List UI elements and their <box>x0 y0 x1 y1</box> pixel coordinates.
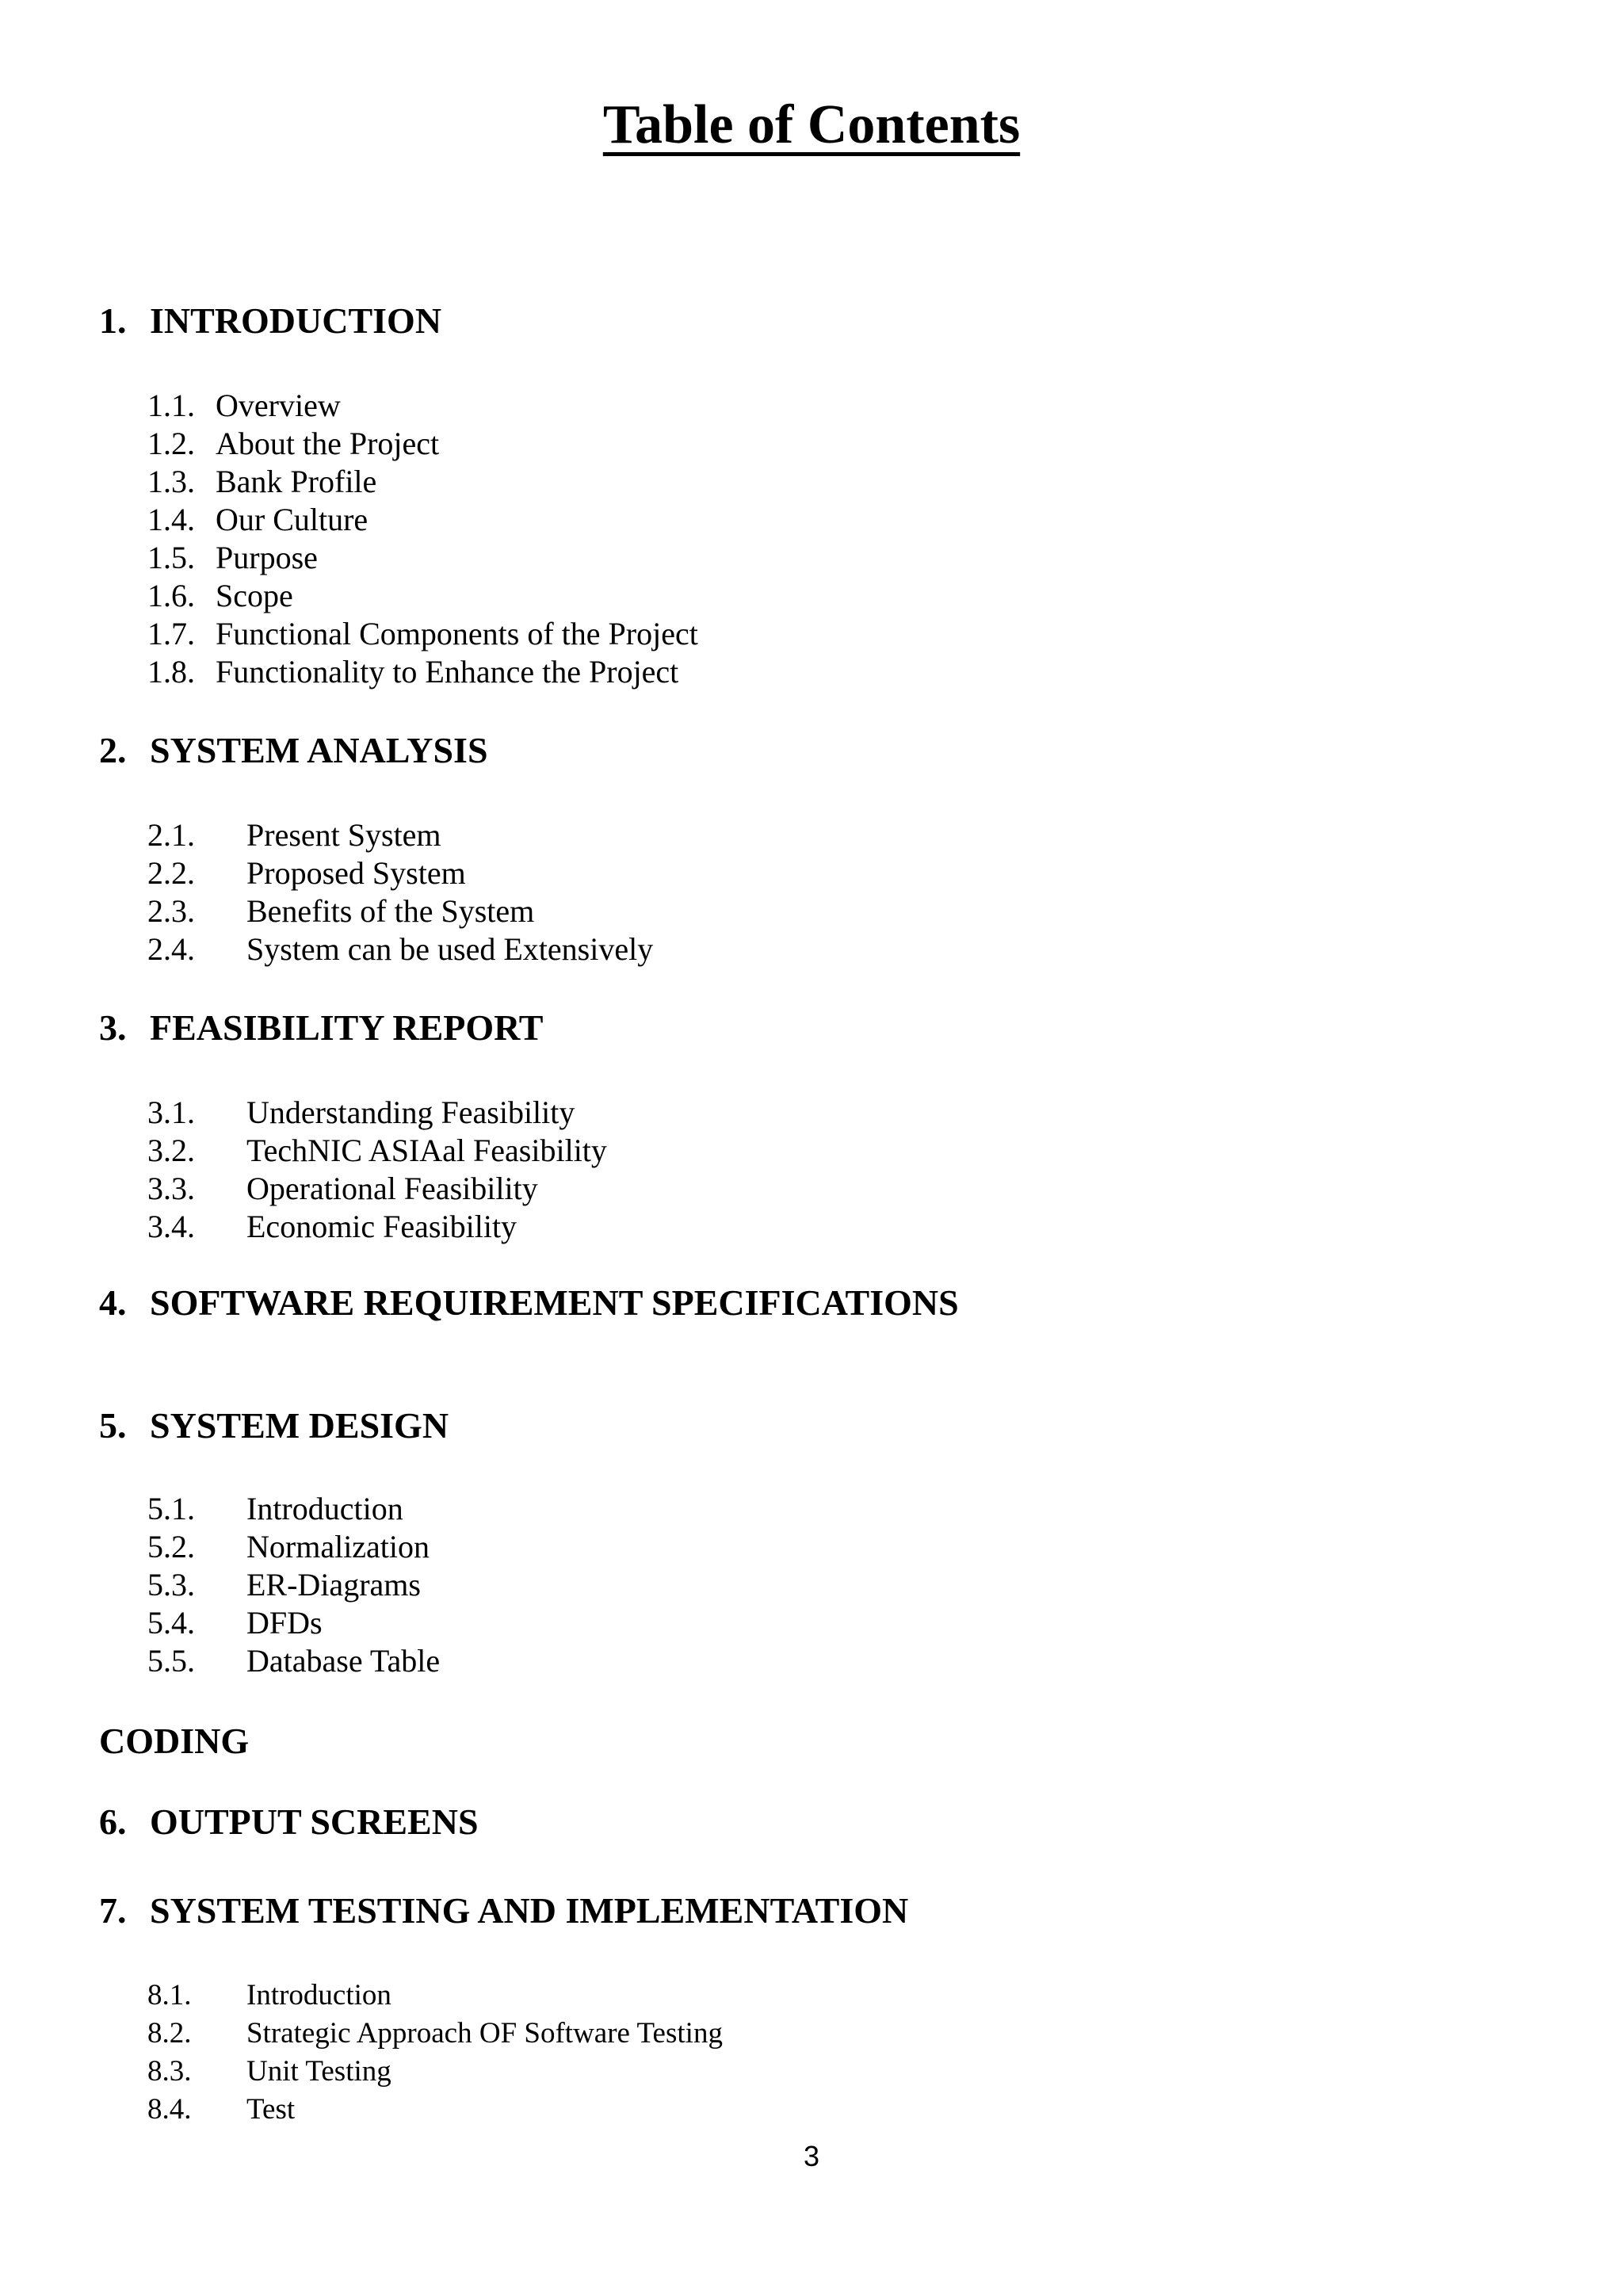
toc-item: 3.2. TechNIC ASIAal Feasibility <box>147 1133 607 1168</box>
toc-item: 1.6. Scope <box>147 578 293 613</box>
toc-item: 8.1. Introduction <box>147 1979 391 2011</box>
toc-item: 8.4. Test <box>147 2093 296 2126</box>
section-heading: CODING <box>99 1721 250 1761</box>
toc-item: 5.5. Database Table <box>147 1643 441 1679</box>
toc-item: 5.2. Normalization <box>147 1529 430 1564</box>
section-heading: 3. FEASIBILITY REPORT <box>99 1007 544 1048</box>
toc-item: 5.3. ER-Diagrams <box>147 1567 421 1603</box>
toc-item: 1.1. Overview <box>147 388 341 423</box>
toc-item: 1.4. Our Culture <box>147 502 369 537</box>
section-heading: 1. INTRODUCTION <box>99 300 442 341</box>
toc-item: 3.3. Operational Feasibility <box>147 1171 538 1206</box>
toc-item: 8.2. Strategic Approach OF Software Testing <box>147 2017 723 2050</box>
toc-item: 1.5. Purpose <box>147 540 318 575</box>
toc-item: 2.3. Benefits of the System <box>147 893 535 929</box>
toc-item: 5.4. DFDs <box>147 1605 323 1641</box>
toc-item: 3.4. Economic Feasibility <box>147 1209 517 1244</box>
section-heading: 2. SYSTEM ANALYSIS <box>99 730 488 770</box>
toc-item: 1.8. Functionality to Enhance the Project <box>147 654 679 690</box>
section-heading: 5. SYSTEM DESIGN <box>99 1405 449 1446</box>
toc-item: 1.7. Functional Components of the Project <box>147 616 698 651</box>
section-heading: 4. SOFTWARE REQUIREMENT SPECIFICATIONS <box>99 1282 959 1323</box>
toc-item: 8.3. Unit Testing <box>147 2055 391 2088</box>
toc-item: 2.4. System can be used Extensively <box>147 931 654 967</box>
page-title: Table of Contents <box>602 94 1021 155</box>
toc-item: 1.2. About the Project <box>147 426 440 461</box>
toc-item: 1.3. Bank Profile <box>147 464 377 499</box>
toc-item: 2.2. Proposed System <box>147 855 466 891</box>
section-heading: 6. OUTPUT SCREENS <box>99 1801 479 1842</box>
toc-item: 5.1. Introduction <box>147 1491 403 1526</box>
page-number: 3 <box>803 2140 820 2172</box>
toc-item: 3.1. Understanding Feasibility <box>147 1095 575 1130</box>
toc-item: 2.1. Present System <box>147 817 441 853</box>
section-heading: 7. SYSTEM TESTING AND IMPLEMENTATION <box>99 1890 909 1931</box>
